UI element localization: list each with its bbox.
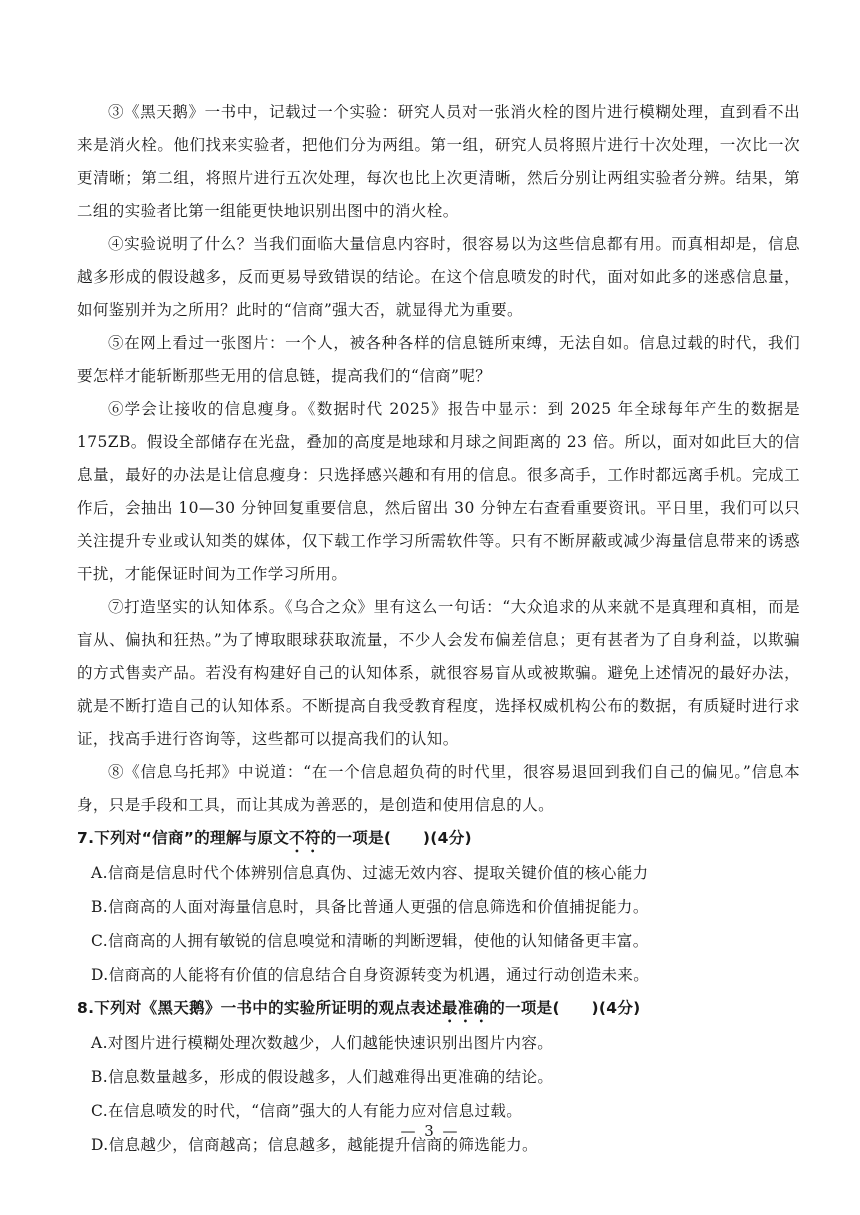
paragraph-4: ④实验说明了什么？当我们面临大量信息内容时，很容易以为这些信息都有用。而真相却是，信息越多形成的假设越多，反而更易导致错误的结论。在这个信息喷发的时代，面对如此多的迷惑信息量，如何鉴别并为之所用？此时的“信商”强大否，就显得尤为重要。 [77, 235, 800, 319]
question-7-emphasis: 不符 [289, 829, 321, 847]
paragraph-6: ⑥学会让接收的信息瘦身。《数据时代 2025》报告中显示：到 2025 年全球每年产生的数据是175ZB。假设全部储存在光盘，叠加的高度是地球和月球之间距离的 23 倍。所以，面对如此巨大的信息量，最好的办法是让信息瘦身：只选择感兴趣和有用的信息。很多高手，工作时都远离手机。完成工作后，会抽出 10—30 分钟回复重要信息，然后留出 30 分钟左右查看重要资讯。平日里，我们可以只关注提升专业或认知类的媒体，仅下载工作学习所需软件等。只有不断屏蔽或减少海量信息带来的诱惑干扰，才能保证时间为工作学习所用。 [77, 400, 800, 583]
paragraph-5: ⑤在网上看过一张图片：一个人，被各种各样的信息链所束缚，无法自如。信息过载的时代，我们要怎样才能斩断那些无用的信息链，提高我们的“信商”呢？ [77, 334, 800, 385]
question-7-suffix: 的一项是( )(4分) [320, 829, 472, 847]
question-8-emphasis: 最准确 [441, 999, 490, 1017]
question-7-prefix: 7.下列对“信商”的理解与原文 [77, 829, 290, 847]
q7-option-c: C.信商高的人拥有敏锐的信息嗅觉和清晰的判断逻辑，使他的认知储备更丰富。 [91, 932, 649, 950]
question-8-suffix: 的一项是( )(4分) [489, 999, 641, 1017]
q8-option-c: C.在信息喷发的时代，“信商”强大的人有能力应对信息过载。 [91, 1102, 523, 1120]
q8-option-d: D.信息越少，信商越高；信息越多，越能提升信商的筛选能力。 [91, 1136, 538, 1154]
q7-option-b: B.信商高的人面对海量信息时，具备比普通人更强的信息筛选和价值捕捉能力。 [91, 898, 649, 916]
question-8-prefix: 8.下列对《黑天鹅》一书中的实验所证明的观点表述 [77, 999, 442, 1017]
paragraph-8: ⑧《信息乌托邦》中说道：“在一个信息超负荷的时代里，很容易退回到我们自己的偏见。”信息本身，只是手段和工具，而让其成为善恶的，是创造和使用信息的人。 [77, 763, 800, 814]
q7-option-d: D.信商高的人能将有价值的信息结合自身资源转变为机遇，通过行动创造未来。 [91, 966, 650, 984]
page-number: — 3 — [400, 1122, 460, 1140]
paragraph-7: ⑦打造坚实的认知体系。《乌合之众》里有这么一句话：“大众追求的从来就不是真理和真相，而是盲从、偏执和狂热。”为了博取眼球获取流量，不少人会发布偏差信息；更有甚者为了自身利益，以欺骗的方式售卖产品。若没有构建好自己的认知体系，就很容易盲从或被欺骗。避免上述情况的最好办法，就是不断打造自己的认知体系。不断提高自我受教育程度，选择权威机构公布的数据，有质疑时进行求证，找高手进行咨询等，这些都可以提高我们的认知。 [77, 598, 800, 748]
question-7 [77, 822, 800, 856]
paragraph-3: ③《黑天鹅》一书中，记载过一个实验：研究人员对一张消火栓的图片进行模糊处理，直到看不出来是消火栓。他们找来实验者，把他们分为两组。第一组，研究人员将照片进行十次处理，一次比一次更清晰；第二组，将照片进行五次处理，每次也比上次更清晰，然后分别让两组实验者分辨。结果，第二组的实验者比第一组能更快地识别出图中的消火栓。 [77, 103, 800, 220]
question-8 [77, 992, 800, 1026]
q7-option-a: A.信商是信息时代个体辨别信息真伪、过滤无效内容、提取关键价值的核心能力 [91, 864, 649, 882]
q8-option-a: A.对图片进行模糊处理次数越少，人们越能快速识别出图片内容。 [91, 1034, 554, 1052]
q8-option-b: B.信息数量越多，形成的假设越多，人们越难得出更准确的结论。 [91, 1068, 554, 1086]
